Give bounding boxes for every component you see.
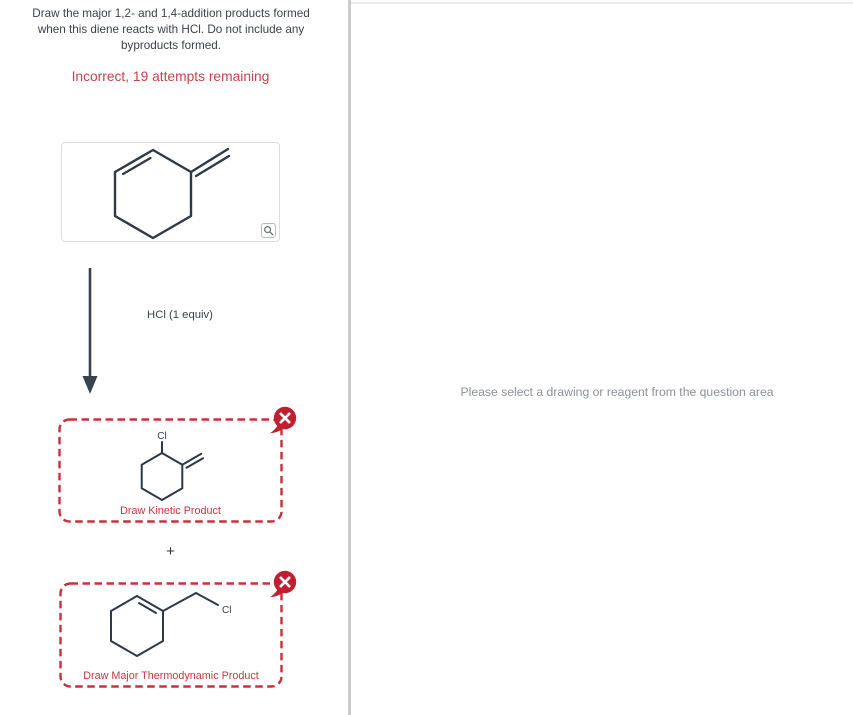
plus-operator: + [166, 543, 175, 560]
status-text: Incorrect, 19 attempts remaining [71, 69, 270, 84]
cyclohexene-ring [115, 150, 191, 238]
detail-placeholder: Please select a drawing or reagent from the question area [460, 385, 774, 399]
thermodynamic-caption: Draw Major Thermodynamic Product [83, 670, 259, 682]
reaction-arrow [80, 266, 100, 396]
cl-bond [196, 593, 218, 605]
cyclohexene-ring [111, 596, 163, 656]
error-badge [269, 406, 299, 434]
ch2-bond [163, 593, 196, 611]
chlorine-label: Cl [157, 431, 167, 442]
question-panel [0, 0, 348, 715]
error-badge [269, 570, 299, 598]
magnifier-icon [263, 225, 274, 236]
diene-structure [62, 143, 279, 241]
exocyclic-bond-2 [187, 458, 204, 468]
reagent-label[interactable]: HCl (1 equiv) [147, 309, 213, 321]
kinetic-product-box[interactable] [58, 418, 283, 523]
chlorine-label: Cl [222, 605, 232, 616]
detail-panel-top-border [351, 2, 853, 4]
kinetic-caption: Draw Kinetic Product [120, 505, 221, 517]
diene-structure-box[interactable] [61, 142, 280, 242]
magnifier-button[interactable] [261, 223, 276, 238]
detail-panel [351, 0, 853, 715]
cyclohexane-ring [142, 453, 183, 500]
thermodynamic-product-box[interactable] [59, 582, 283, 688]
exocyclic-bond-1 [182, 454, 201, 465]
question-text: Draw the major 1,2- and 1,4-addition products formed when this diene reacts with HCl. Do not include any byproducts formed. [32, 7, 310, 52]
